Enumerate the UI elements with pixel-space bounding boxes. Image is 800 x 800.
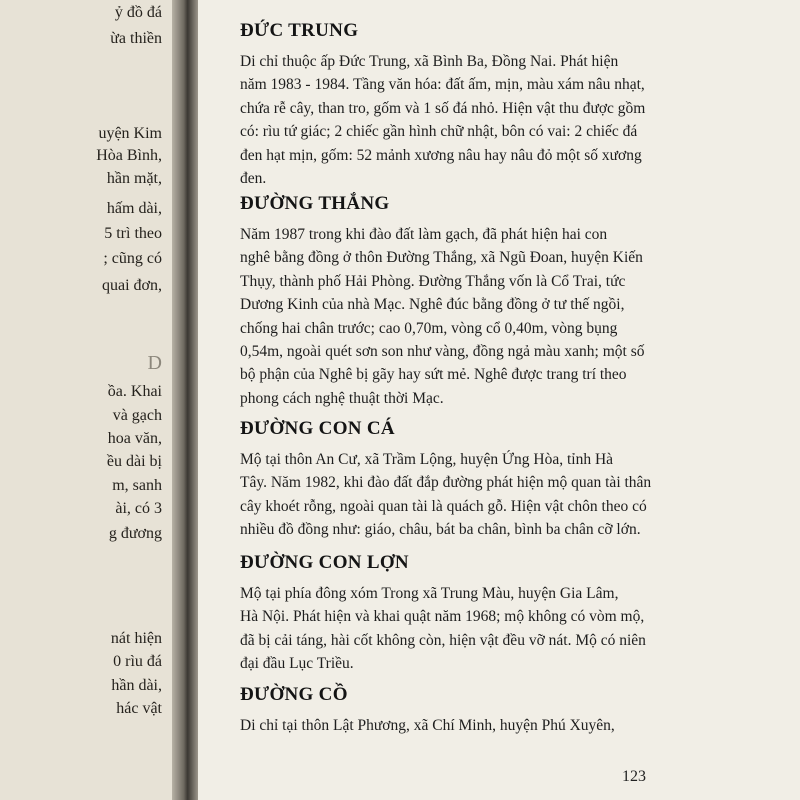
previous-page-fragment: ; cũng có [103,250,162,267]
entry-heading: ĐƯỜNG CON LỢN [240,552,409,573]
entry-text-line: Dương Kinh của nhà Mạc. Nghê đúc bằng đồng ở tư thế ngồi, [240,296,625,314]
entry-text-line: Di chỉ tại thôn Lật Phương, xã Chí Minh, huyện Phú Xuyên, [240,717,615,734]
entry-text-line: Tây. Năm 1982, khi đào đất đắp đường phát hiện mộ quan tài thân [240,474,652,492]
entry-text-line: nghê bằng đồng ở thôn Đường Thắng, xã Ngũ Đoan, huyện Kiến [240,249,643,267]
previous-page-fragment: m, sanh [112,477,162,494]
entry-text-line: Năm 1987 trong khi đào đất làm gạch, đã phát hiện hai con [240,226,608,243]
entry-heading: ĐƯỜNG CON CÁ [240,418,395,439]
entry-text-line: đã bị cải táng, hài cốt không còn, hiện vật đều vỡ nát. Mộ có niên [240,631,646,649]
entry-text-line: đen hạt mịn, gốm: 52 mảnh xương nâu hay nâu đỏ một số xương [240,146,642,164]
entry-text-line: chứa rễ cây, than tro, gốm và 1 số đá nhỏ. Hiện vật thu được gồm [240,99,646,117]
previous-page-fragment: hấm dài, [106,200,162,217]
previous-page-fragment: quai đơn, [101,277,162,294]
previous-page-fragment: và gạch [112,407,162,424]
previous-page-fragment: uyện Kim [98,125,162,142]
entry-duong-thang [240,193,670,410]
previous-page-fragment: ài, có 3 [115,500,162,517]
previous-page-fragment: hoa văn, [107,430,162,447]
previous-page-fragment: 5 trì theo [104,225,162,242]
entry-text-line: cây khoét rỗng, ngoài quan tài là quách gỗ. Hiện vật chôn theo có [240,497,647,515]
page-number: 123 [622,768,646,785]
entry-text-line: Hà Nội. Phát hiện và khai quật năm 1968; mộ không có vòm mộ, [240,608,645,626]
entry-heading: ĐƯỜNG CỒ [240,684,348,705]
entry-text-line: đại đầu Lục Triều. [240,655,354,673]
previous-page-fragment: ừa thiền [110,30,162,47]
previous-page-fragment: ỷ đồ đá [114,4,162,21]
previous-page-fragment: hần dài, [111,677,162,694]
previous-page-fragment: ồa. Khai [107,383,162,400]
previous-page-fragment: 0 rìu đá [113,653,162,670]
previous-page-edge [0,0,172,800]
previous-page-fragment: nát hiện [110,630,162,647]
entry-text-line: 0,54m, ngoài quét sơn son như vàng, đồng ngả màu xanh; một số [240,343,645,361]
entry-text-line: bộ phận của Nghê bị gãy hay sứt mẻ. Nghê được trang trí theo [240,366,627,384]
entry-text-line: chống hai chân trước; cao 0,70m, vòng cổ 0,40m, vòng bụng [240,319,618,337]
entry-text-line: nhiều đồ đồng như: giáo, châu, bát ba chân, bình ba chân cỡ lớn. [240,521,641,539]
book-gutter [172,0,198,800]
entry-text-line: có: rìu tứ giác; 2 chiếc gần hình chữ nhật, bôn có vai: 2 chiếc đá [240,123,638,141]
entry-text-line: phong cách nghệ thuật thời Mạc. [240,389,444,407]
entry-duong-con-ca [240,418,670,542]
entry-duong-con-lon [240,552,670,676]
entry-text-line: đen. [240,170,267,188]
entry-text-line: Di chỉ thuộc ấp Đức Trung, xã Bình Ba, Đồng Nai. Phát hiện [240,53,619,70]
entry-duong-co [240,684,670,737]
entry-text-line: năm 1983 - 1984. Tầng văn hóa: đất ấm, mịn, màu xám nâu nhạt, [240,76,645,94]
entry-text-line: Mộ tại phía đông xóm Trong xã Trung Màu, huyện Gia Lâm, [240,585,619,602]
previous-page-fragment: g đương [108,525,162,542]
entry-text-line: Thụy, thành phố Hải Phòng. Đường Thắng vốn là Cổ Trai, tức [240,272,626,290]
entry-heading: ĐƯỜNG THẮNG [240,193,390,214]
entry-text-line: Mộ tại thôn An Cư, xã Trầm Lộng, huyện Ứng Hòa, tỉnh Hà [240,451,614,468]
previous-page-fragment: hác vật [116,700,162,717]
previous-page-fragment: hần mặt, [106,170,162,187]
previous-page-fragment: ều dài bị [106,453,162,470]
previous-page-fragment: D [147,352,162,374]
previous-page-fragment: Hòa Bình, [96,147,162,164]
entry-duc-trung [240,20,670,190]
entry-heading: ĐỨC TRUNG [240,20,359,41]
